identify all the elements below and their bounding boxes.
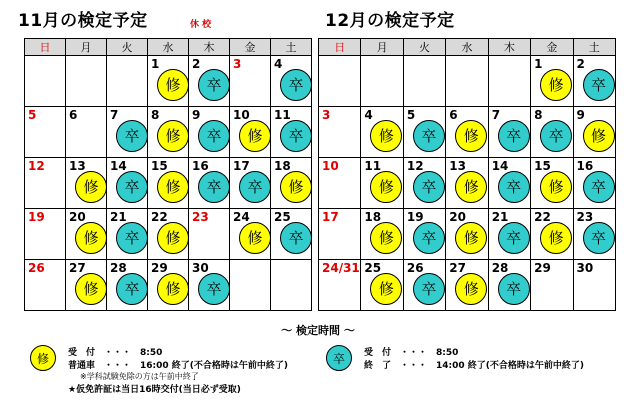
december-day-cell [403, 56, 445, 107]
day-number: 22 [534, 210, 551, 224]
november-day-cell [230, 209, 271, 260]
day-number: 16 [576, 159, 594, 173]
december-day-cell [361, 107, 403, 158]
day-number: 12 [28, 159, 45, 173]
day-number: 4 [274, 57, 283, 71]
november-day-cell [230, 56, 271, 107]
november-weekday-header: 水 [148, 39, 189, 56]
november-week-row [25, 107, 312, 158]
november-day-cell [189, 107, 230, 158]
december-day-cell [573, 260, 615, 311]
december-day-cell [573, 158, 615, 209]
november-day-cell [148, 158, 189, 209]
november-day-cell [25, 260, 66, 311]
day-number: 23 [576, 210, 594, 224]
sotsu-reception-text: 受 付 ・・・ 8:50 [364, 348, 459, 358]
sotsu-mark-icon: 卒 [540, 120, 572, 152]
shu-mark-icon: 修 [370, 222, 402, 254]
shu-mark-icon: 修 [540, 222, 572, 254]
shu-mark-icon: 修 [239, 222, 271, 254]
december-day-cell [319, 107, 361, 158]
december-day-cell [319, 209, 361, 260]
shu-mark-icon: 修 [75, 171, 107, 203]
december-day-cell [488, 209, 530, 260]
sotsu-mark-icon: 卒 [198, 273, 230, 305]
sotsu-mark-icon: 卒 [116, 273, 148, 305]
november-day-cell [230, 107, 271, 158]
december-day-cell [361, 56, 403, 107]
november-weekday-header: 日 [25, 39, 66, 56]
shu-mark-icon: 修 [370, 171, 402, 203]
november-day-cell [107, 107, 148, 158]
november-weekday-header: 木 [189, 39, 230, 56]
december-day-cell [319, 56, 361, 107]
shu-reception-text: 受 付 ・・・ 8:50 [68, 348, 163, 358]
december-day-cell [531, 56, 573, 107]
december-week-row [319, 107, 616, 158]
december-weekday-header: 水 [446, 39, 488, 56]
december-day-cell [488, 260, 530, 311]
day-number: 10 [322, 159, 339, 173]
day-number: 25 [364, 261, 382, 275]
shu-mark-icon: 修 [370, 120, 402, 152]
day-number: 29 [151, 261, 168, 275]
november-weekday-header: 月 [66, 39, 107, 56]
day-number: 6 [69, 108, 78, 122]
november-weekday-header: 金 [230, 39, 271, 56]
december-day-cell [488, 107, 530, 158]
november-day-cell [25, 209, 66, 260]
day-number: 2 [192, 57, 201, 71]
day-number: 14 [491, 159, 509, 173]
november-day-cell [271, 260, 312, 311]
day-number: 18 [364, 210, 382, 224]
december-weekday-header: 日 [319, 39, 361, 56]
day-number: 9 [576, 108, 585, 122]
day-number: 2 [576, 57, 585, 71]
day-number: 3 [233, 57, 242, 71]
day-number: 27 [69, 261, 86, 275]
shu-mark-icon: 修 [75, 222, 107, 254]
sotsu-mark-icon: 卒 [498, 171, 530, 203]
shu-mark-icon: 修 [455, 273, 487, 305]
day-number: 25 [274, 210, 291, 224]
december-day-cell [573, 107, 615, 158]
day-number: 19 [406, 210, 424, 224]
day-number: 11 [274, 108, 291, 122]
december-weekday-header: 火 [403, 39, 445, 56]
december-day-cell [403, 209, 445, 260]
shu-mark-icon: 修 [239, 120, 271, 152]
sotsu-mark-icon: 卒 [498, 120, 530, 152]
day-number: 7 [110, 108, 119, 122]
day-number: 24 [233, 210, 250, 224]
november-week-row [25, 209, 312, 260]
shu-mark-icon: 修 [540, 171, 572, 203]
day-number: 17 [322, 210, 339, 224]
day-number: 15 [534, 159, 551, 173]
december-day-cell [319, 158, 361, 209]
sotsu-mark-icon: 卒 [413, 222, 445, 254]
day-number: 1 [534, 57, 543, 71]
day-number: 8 [151, 108, 160, 122]
november-day-cell [107, 158, 148, 209]
november-day-cell [189, 56, 230, 107]
december-day-cell [403, 158, 445, 209]
day-number: 5 [28, 108, 37, 122]
november-day-cell [148, 107, 189, 158]
december-day-cell [319, 260, 361, 311]
shu-mark-icon: 修 [455, 171, 487, 203]
sotsu-mark-icon: 卒 [583, 69, 615, 101]
day-number: 4 [364, 108, 373, 122]
december-week-row [319, 209, 616, 260]
november-day-cell [107, 56, 148, 107]
sotsu-mark-icon: 卒 [413, 273, 445, 305]
day-number: 12 [406, 159, 424, 173]
sotsu-mark-icon: 卒 [198, 69, 230, 101]
december-day-cell [446, 158, 488, 209]
december-week-row [319, 56, 616, 107]
day-number: 1 [151, 57, 160, 71]
december-day-cell [531, 158, 573, 209]
november-weekday-header: 火 [107, 39, 148, 56]
december-day-cell [361, 260, 403, 311]
day-number: 28 [491, 261, 509, 275]
day-number: 13 [449, 159, 466, 173]
november-day-cell [271, 209, 312, 260]
day-number: 20 [449, 210, 466, 224]
december-day-cell [488, 56, 530, 107]
sotsu-mark-icon: 卒 [198, 120, 230, 152]
december-day-cell [531, 107, 573, 158]
december-day-cell [403, 260, 445, 311]
day-number: 6 [449, 108, 458, 122]
day-number: 17 [233, 159, 250, 173]
sotsu-mark-icon: 卒 [116, 222, 148, 254]
day-number: 26 [406, 261, 424, 275]
day-number: 7 [491, 108, 501, 122]
day-number: 23 [192, 210, 209, 224]
november-day-cell [148, 209, 189, 260]
shu-mark-icon: 修 [370, 273, 402, 305]
sotsu-mark-icon: 卒 [280, 69, 312, 101]
november-day-cell [66, 107, 107, 158]
day-number: 10 [233, 108, 250, 122]
november-calendar [24, 38, 312, 311]
closed-note: 休 校 [190, 20, 212, 30]
day-number: 29 [534, 261, 551, 275]
november-day-cell [66, 56, 107, 107]
sotsu-mark-icon: 卒 [583, 171, 615, 203]
shu-legend-icon: 修 [30, 345, 56, 371]
shu-mark-icon: 修 [75, 273, 107, 305]
day-number: 5 [406, 108, 416, 122]
day-number: 14 [110, 159, 127, 173]
shu-note-text: ※学科試験免除の方は午前中終了 [80, 372, 199, 381]
sotsu-mark-icon: 卒 [116, 171, 148, 203]
december-week-row [319, 158, 616, 209]
shu-regular-text: 普通車 ・・・ 16:00 終了(不合格時は午前中終了) [68, 361, 289, 371]
november-day-cell [271, 158, 312, 209]
december-day-cell [446, 209, 488, 260]
november-day-cell [66, 158, 107, 209]
shu-mark-icon: 修 [280, 171, 312, 203]
sotsu-end-text: 終 了 ・・・ 14:00 終了(不合格時は午前中終了) [364, 361, 585, 371]
day-number: 22 [151, 210, 168, 224]
december-calendar [318, 38, 616, 311]
november-day-cell [189, 260, 230, 311]
december-day-cell [361, 158, 403, 209]
shu-mark-icon: 修 [540, 69, 572, 101]
day-number: 8 [534, 108, 543, 122]
sotsu-legend-icon: 卒 [326, 345, 352, 371]
november-day-cell [148, 56, 189, 107]
december-day-cell [446, 56, 488, 107]
december-weekday-header: 月 [361, 39, 403, 56]
shu-mark-icon: 修 [157, 69, 189, 101]
november-day-cell [189, 209, 230, 260]
day-number: 26 [28, 261, 45, 275]
november-day-cell [66, 260, 107, 311]
shu-license-text: ★仮免許証は当日16時交付(当日必ず受取) [68, 385, 241, 395]
december-day-cell [531, 260, 573, 311]
sotsu-mark-icon: 卒 [198, 171, 230, 203]
december-day-cell [446, 107, 488, 158]
day-number: 3 [322, 108, 331, 122]
december-day-cell [531, 209, 573, 260]
december-day-cell [573, 56, 615, 107]
november-day-cell [66, 209, 107, 260]
day-number: 30 [576, 261, 594, 275]
shu-mark-icon: 修 [157, 120, 189, 152]
november-day-cell [271, 107, 312, 158]
sotsu-mark-icon: 卒 [413, 120, 445, 152]
day-number: 28 [110, 261, 127, 275]
day-number: 21 [491, 210, 509, 224]
shu-mark-icon: 修 [157, 222, 189, 254]
december-week-row [319, 260, 616, 311]
december-day-cell [446, 260, 488, 311]
sotsu-mark-icon: 卒 [498, 222, 530, 254]
sotsu-mark-icon: 卒 [280, 120, 312, 152]
november-day-cell [107, 209, 148, 260]
sotsu-mark-icon: 卒 [583, 222, 615, 254]
shu-mark-icon: 修 [583, 120, 615, 152]
december-weekday-header: 土 [573, 39, 615, 56]
shu-mark-icon: 修 [455, 120, 487, 152]
december-day-cell [488, 158, 530, 209]
day-number: 9 [192, 108, 201, 122]
november-weekday-header: 土 [271, 39, 312, 56]
december-day-cell [573, 209, 615, 260]
november-day-cell [25, 56, 66, 107]
shu-mark-icon: 修 [157, 171, 189, 203]
day-number: 15 [151, 159, 168, 173]
november-day-cell [230, 260, 271, 311]
day-number: 19 [28, 210, 45, 224]
day-number: 21 [110, 210, 127, 224]
december-day-cell [361, 209, 403, 260]
november-week-row [25, 56, 312, 107]
november-day-cell [271, 56, 312, 107]
december-weekday-header: 木 [488, 39, 530, 56]
day-number: 18 [274, 159, 291, 173]
november-title: 11月の検定予定 [18, 11, 148, 31]
december-weekday-header: 金 [531, 39, 573, 56]
november-day-cell [25, 107, 66, 158]
sotsu-mark-icon: 卒 [280, 222, 312, 254]
exam-time-title: ～ 検定時間 ～ [281, 324, 355, 337]
sotsu-mark-icon: 卒 [498, 273, 530, 305]
november-day-cell [189, 158, 230, 209]
day-number: 24/31 [322, 261, 360, 275]
shu-mark-icon: 修 [455, 222, 487, 254]
day-number: 27 [449, 261, 466, 275]
november-day-cell [107, 260, 148, 311]
december-title: 12月の検定予定 [325, 11, 455, 31]
day-number: 16 [192, 159, 209, 173]
day-number: 20 [69, 210, 86, 224]
november-week-row [25, 260, 312, 311]
november-day-cell [230, 158, 271, 209]
day-number: 13 [69, 159, 86, 173]
sotsu-mark-icon: 卒 [116, 120, 148, 152]
shu-mark-icon: 修 [157, 273, 189, 305]
november-day-cell [148, 260, 189, 311]
sotsu-mark-icon: 卒 [413, 171, 445, 203]
day-number: 11 [364, 159, 382, 173]
december-day-cell [403, 107, 445, 158]
november-week-row [25, 158, 312, 209]
day-number: 30 [192, 261, 209, 275]
november-day-cell [25, 158, 66, 209]
sotsu-mark-icon: 卒 [239, 171, 271, 203]
